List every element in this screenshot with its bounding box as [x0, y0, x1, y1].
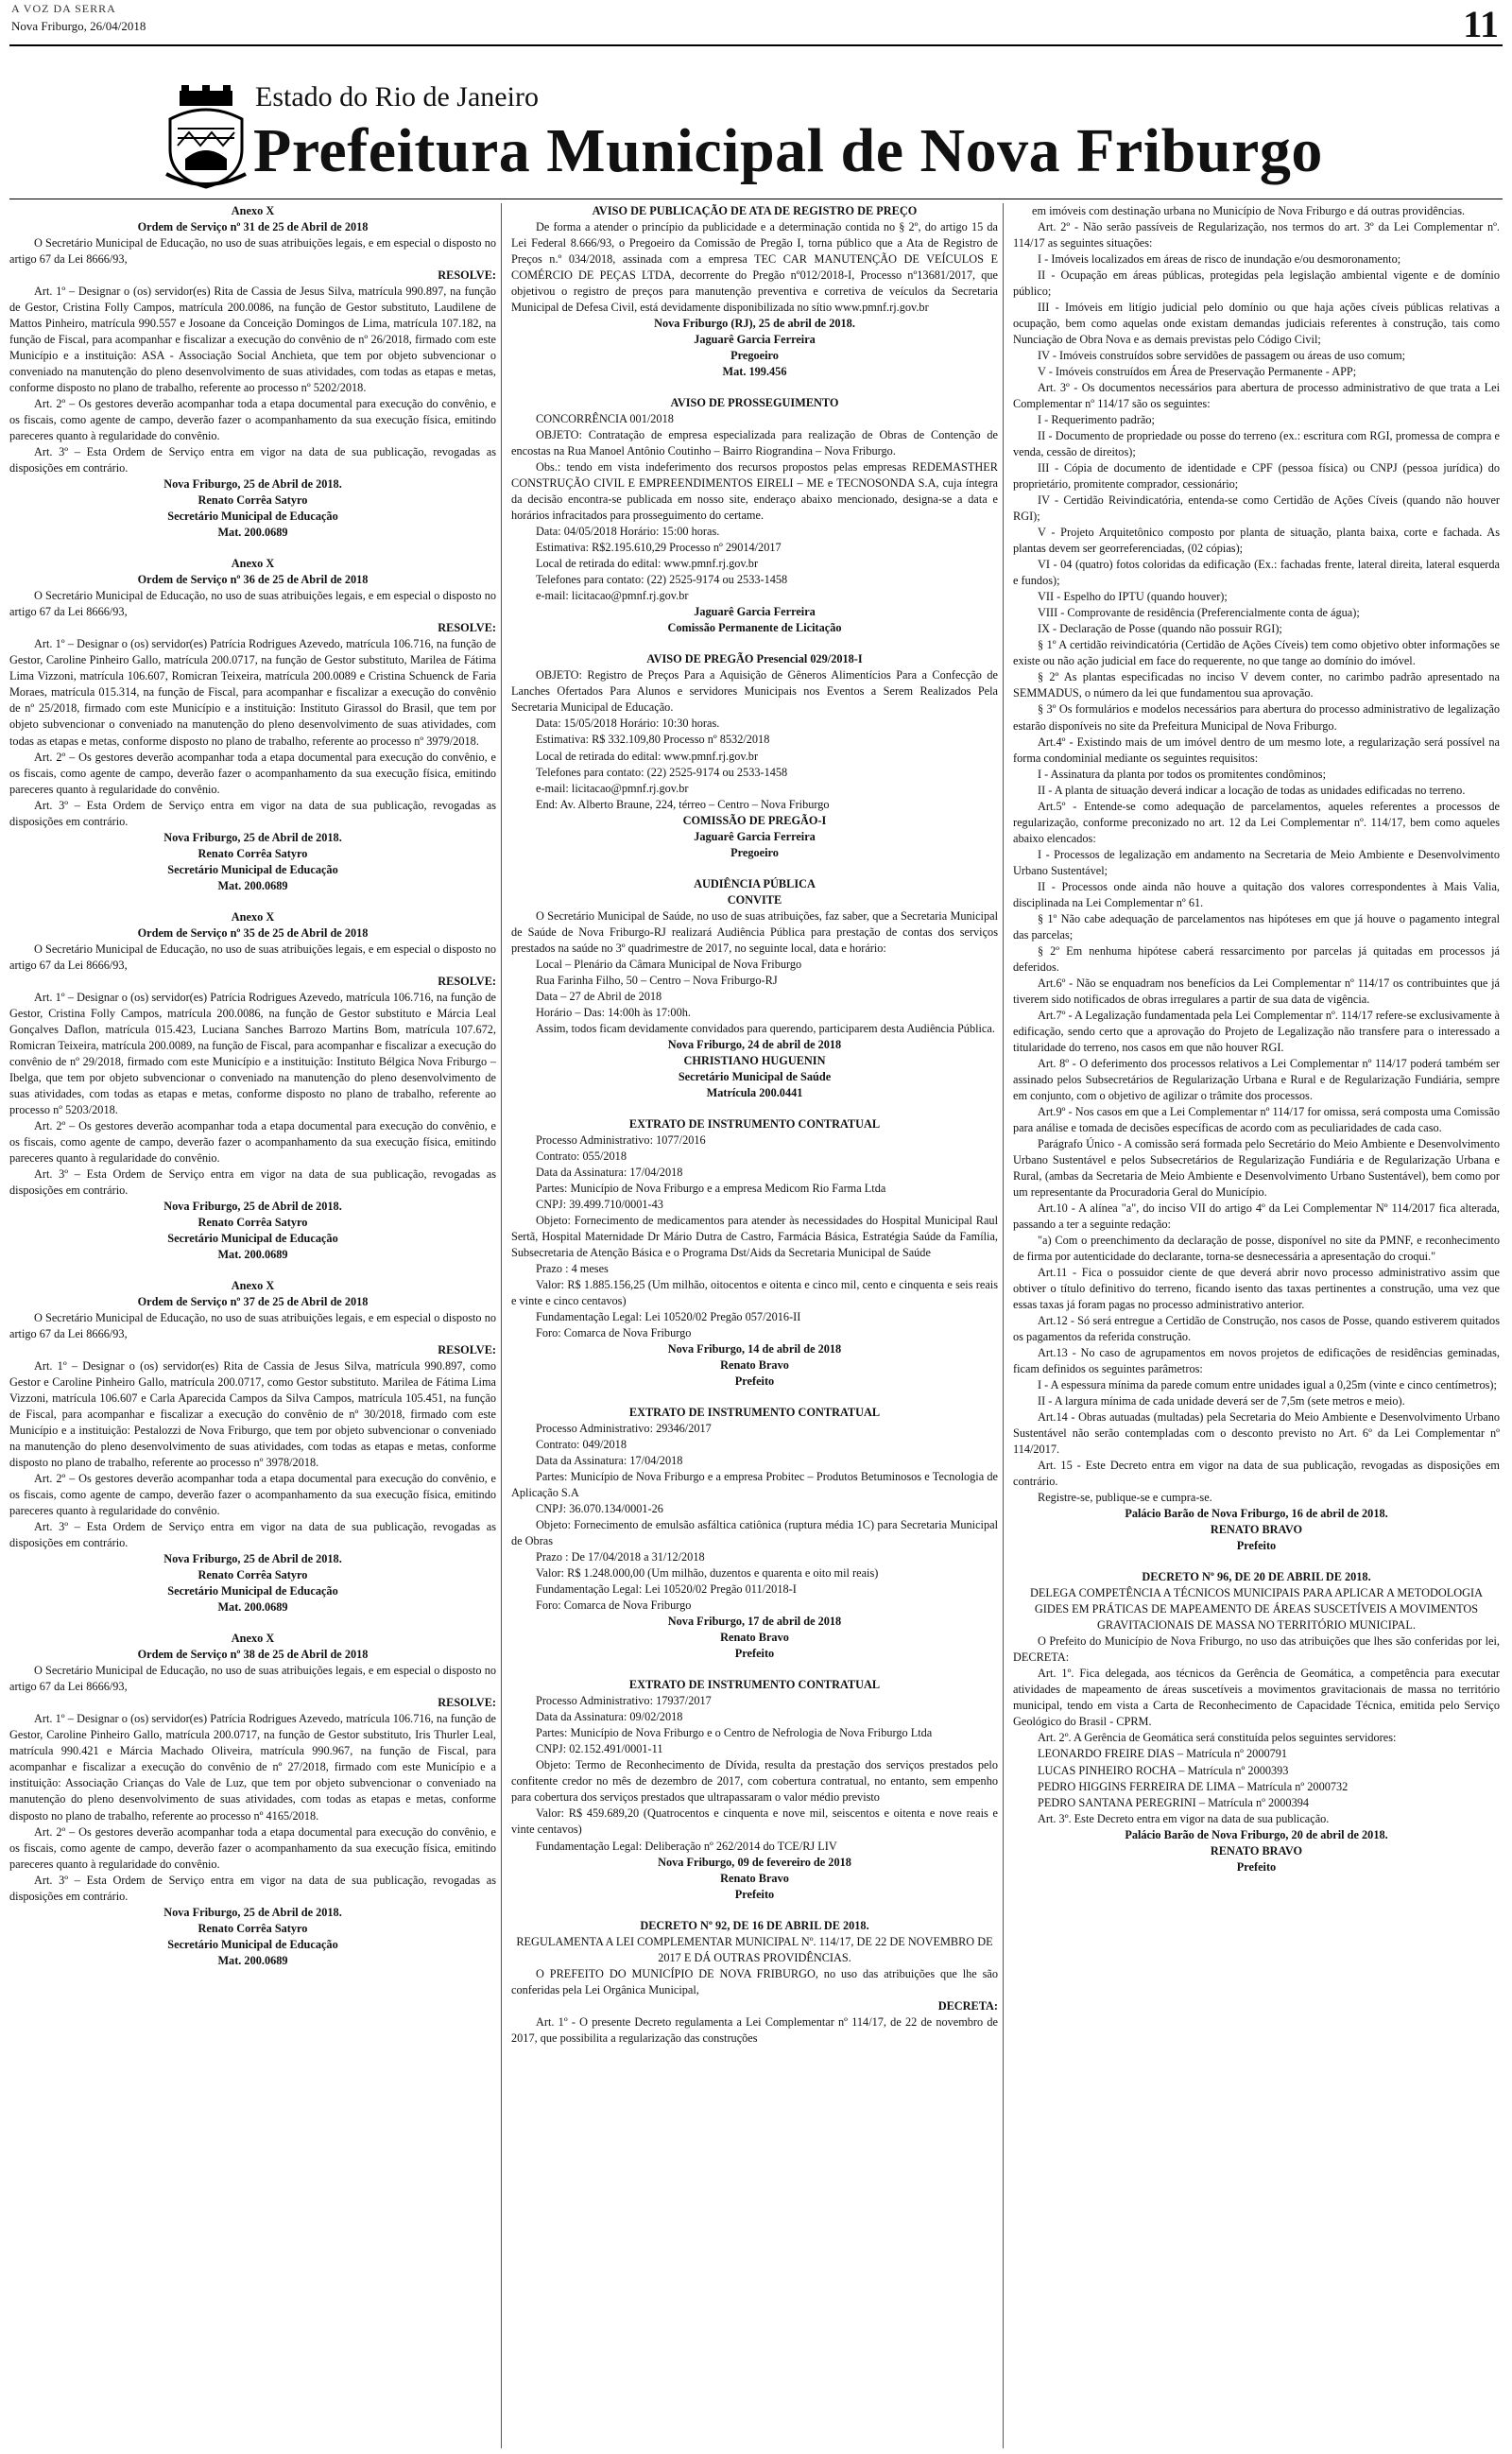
heading-line: Renato Bravo — [720, 1631, 789, 1645]
heading-line: DECRETO Nº 96, DE 20 DE ABRIL DE 2018. — [1142, 1570, 1371, 1584]
heading-line: Jaguarê Garcia Ferreira — [694, 605, 816, 619]
newspaper-top-bar — [9, 0, 1503, 47]
paragraph: VI - 04 (quatro) fotos coloridas da edificação (Ex.: fachadas frente, lateral direita, lateral esquerda e fundos); — [1013, 558, 1500, 588]
paragraph: Telefones para contato: (22) 2525-9174 ou 2533-1458 — [536, 573, 788, 587]
paragraph: Art. 8º - O deferimento dos processos relativos a Lei Complementar nº 114/17 poderá também ser assinado pelos Subsecretários de Regularização Urbana e Rural e de Regularização Fundiária, sempre em conjunto, com o objetivo de agilizar o trâmite dos processos. — [1013, 1056, 1500, 1102]
paragraph: II - A largura mínima de cada unidade deverá ser de 7,5m (sete metros e meio). — [1038, 1394, 1405, 1408]
paragraph: § 2º As plantas especificadas no inciso V devem conter, no carimbo padrão apresentado na SEMMADUS, o número da lei que fundamentou sua aprovação. — [1013, 670, 1500, 700]
paragraph: Art. 3º – Esta Ordem de Serviço entra em vigor na data de sua publicação, revogadas as disposições em contrário. — [9, 445, 496, 475]
heading-line: Nova Friburgo, 25 de Abril de 2018. — [163, 1552, 342, 1566]
heading-line: Nova Friburgo, 09 de fevereiro de 2018 — [658, 1855, 851, 1869]
paragraph: Partes: Município de Nova Friburgo e o Centro de Nefrologia de Nova Friburgo Ltda — [536, 1726, 933, 1740]
page-number: 11 — [1463, 3, 1499, 45]
paragraph: Art. 1º – Designar o (os) servidor(es) Rita de Cassia de Jesus Silva, matrícula 990.897, na função de Gestor, Cristina Folly Campos, matrícula 200.0086, na função de Gestor substituto, Laudilene de Mattos Pinheiro, matrícula 990.557 e Josoane da Conceição Domingos de Lima, matrícula 107.182, na função de Fiscal, para acompanhar e fiscalizar a execução do convênio de nº 26/2018, firmado com este Município e a instituição: ASA - Associação Social Anchieta, que tem por objeto subvencionar o conveniado na manutenção do pleno desenvolvimento de suas atividades, com todas as etapas e metas, conforme disposto no plano de trabalho, referente ao processo nº 5202/2018. — [9, 285, 496, 395]
paragraph: Estimativa: R$2.195.610,29 Processo nº 29014/2017 — [536, 541, 782, 555]
heading-line: Ordem de Serviço nº 38 de 25 de Abril de 2018 — [137, 1648, 369, 1662]
prefeitura-title: Prefeitura Municipal de Nova Friburgo — [253, 116, 1323, 185]
paragraph: Art.6º - Não se enquadram nos benefícios da Lei Complementar nº 114/17 os contribuintes que já tiverem sido notificados de obras irregulares a partir de sua data de vigência. — [1013, 976, 1500, 1006]
heading-line: Secretário Municipal de Educação — [167, 862, 338, 876]
heading-line: Renato Bravo — [720, 1871, 789, 1885]
heading-line: Nova Friburgo, 25 de Abril de 2018. — [163, 1905, 342, 1919]
paragraph: Partes: Município de Nova Friburgo e a empresa Medicom Rio Farma Ltda — [536, 1181, 886, 1195]
paragraph: Art.12 - Só será entregue a Certidão de Construção, nos casos de Posse, quando estiverem quitados os pagamentos da referida construção. — [1013, 1314, 1500, 1344]
paragraph: Objeto: Fornecimento de emulsão asfáltica catiônica (ruptura média 1C) para Secretaria Municipal de Obras — [511, 1518, 998, 1548]
paragraph: Obs.: tendo em vista indeferimento dos recursos propostos pelas empresas REDEMASTHER CONSTRUÇÃO CIVIL E EMPREENDIMENTOS EIRELI – ME e TECNOSONDA S.A, cuja íntegra da decisão encontra-se publicada em nosso site, enderaço abaixo mencionado, designa-se a data e horários infracitados para prosseguimento do certame. — [511, 460, 998, 523]
heading-line: Nova Friburgo, 25 de Abril de 2018. — [163, 477, 342, 492]
paragraph: II - A planta de situação deverá indicar a locação de todas as unidades edificadas no terreno. — [1038, 783, 1466, 797]
subheading-line: REGULAMENTA A LEI COMPLEMENTAR MUNICIPAL Nº. 114/17, DE 22 DE NOVEMBRO DE 2017 E DÁ OUTRAS PROVIDÊNCIAS. — [516, 1934, 993, 1964]
paragraph: Data: 04/05/2018 Horário: 15:00 horas. — [536, 525, 720, 539]
paragraph: V - Projeto Arquitetônico composto por planta de situação, planta baixa, corte e fachada. As plantas devem ser georreferenciadas, (02 cópias); — [1013, 526, 1500, 556]
paragraph: De forma a atender o princípio da publicidade e a determinação contida no § 2º, do artigo 15 da Lei Federal 8.666/93, o Pregoeiro da Comissão de Pregão I, torna público que a Ata de Registro de Preços n.º 034/2018, assinada com a empresa TEC CAR MANUTENÇÃO DE VEÍCULOS E COMÉRCIO DE PEÇAS LTDA, decorrente do Pregão nº012/2018-I, Processo nº13681/2017, que objetivou o registro de preços para manutenção preventiva e corretiva de veículos da Secretaria Municipal de Defesa Civil, está devidamente disponibilizada no sítio www.pmnf.rj.gov.br — [511, 220, 998, 315]
heading-line: Secretário Municipal de Educação — [167, 1231, 338, 1245]
heading-line: AVISO DE PREGÃO Presencial 029/2018-I — [646, 652, 863, 666]
paragraph: Art. 3º – Esta Ordem de Serviço entra em vigor na data de sua publicação, revogadas as disposições em contrário. — [9, 798, 496, 828]
heading-line: Pregoeiro — [730, 845, 779, 859]
paragraph: "a) Com o preenchimento da declaração de posse, disponível no site da PMNF, e reconhecimento de firma por autenticidade do declarante, torna-se desnecessária a apresentação do croqui." — [1013, 1234, 1500, 1264]
resolve-line: RESOLVE: — [438, 974, 496, 988]
paragraph: e-mail: licitacao@pmnf.rj.gov.br — [536, 589, 689, 603]
heading-line: Prefeito — [734, 1647, 775, 1661]
column-divider — [501, 203, 502, 2448]
paragraph: Valor: R$ 1.248.000,00 (Um milhão, duzentos e quarenta e oito mil reais) — [536, 1566, 879, 1581]
resolve-line: DECRETA: — [937, 1998, 998, 2013]
heading-line: Pregoeiro — [730, 349, 779, 363]
paragraph: Art.13 - No caso de agrupamentos em novos projetos de edificações de residências geminadas, ficam definidos os seguintes parâmetros: — [1013, 1346, 1500, 1376]
heading-line: Renato Corrêa Satyro — [198, 1921, 308, 1935]
paragraph: III - Cópia de documento de identidade e CPF (pessoa física) ou CNPJ (pessoa jurídica) do proprietário, promitente comprador, cessionário; — [1013, 461, 1500, 492]
paragraph: Art. 1º – Designar o (os) servidor(es) Patrícia Rodrigues Azevedo, matrícula 106.716, na função de Gestor, Cristina Folly Campos, matrícula 200.0086, na função de Gestor substituto e Márcia Leal Gonçalves Daflon, matrícula 015.423, Luciana Sanches Barrozo Martins Bom, matrícula 107.672, Romicran Teixeira, matrícula 200.0089, na função de Fiscal, para acompanhar e fiscalizar a execução do convênio de nº 29/2018, firmado com este Município e a instituição: Instituto Bélgica Nova Friburgo – Ibelga, que tem por objeto subvencionar o conveniado na manutenção do pleno desenvolvimento de suas atividades, com todas as etapas e metas, conforme disposto no plano de trabalho, referente ao processo nº 5203/2018. — [9, 990, 496, 1116]
notice-block — [9, 556, 496, 893]
paragraph: Art. 2º - Não serão passíveis de Regularização, nos termos do art. 3º da Lei Complementar nº. 114/17 as seguintes situações: — [1013, 220, 1500, 251]
heading-line: Anexo X — [231, 1632, 275, 1646]
column-2 — [511, 203, 998, 2448]
paragraph: Partes: Município de Nova Friburgo e a empresa Probitec – Produtos Betuminosos e Tecnologia de Aplicação S.A — [511, 1470, 998, 1500]
column-3 — [1013, 203, 1500, 2448]
paragraph: IV - Certidão Reivindicatória, entenda-se como Certidão de Ações Cíveis (quando não houver RGI); — [1013, 493, 1500, 524]
paragraph: PEDRO HIGGINS FERREIRA DE LIMA – Matrícula nº 2000732 — [1038, 1779, 1349, 1793]
paragraph: CNPJ: 02.152.491/0001-11 — [536, 1742, 663, 1756]
paragraph: II - Documento de propriedade ou posse do terreno (ex.: escritura com RGI, promessa de compra e venda, cessão de direitos); — [1013, 429, 1500, 459]
heading-line: Secretário Municipal de Educação — [167, 510, 338, 524]
newspaper-name: A VOZ DA SERRA — [11, 2, 116, 15]
paragraph: Estimativa: R$ 332.109,80 Processo nº 8532/2018 — [536, 733, 770, 747]
heading-line: Renato Corrêa Satyro — [198, 846, 308, 860]
heading-line: Matrícula 200.0441 — [706, 1085, 803, 1099]
heading-line: Secretário Municipal de Educação — [167, 1937, 338, 1951]
notice-block — [511, 876, 998, 1101]
paragraph: § 1º Não cabe adequação de parcelamentos nas hipóteses em que já houve o pagamento integral das parcelas; — [1013, 911, 1500, 942]
heading-line: Ordem de Serviço nº 31 de 25 de Abril de 2018 — [137, 220, 369, 234]
paragraph: Telefones para contato: (22) 2525-9174 ou 2533-1458 — [536, 765, 788, 779]
heading-line: Nova Friburgo, 24 de abril de 2018 — [667, 1037, 842, 1051]
paragraph: O Secretário Municipal de Educação, no uso de suas atribuições legais, e em especial o disposto no artigo 67 da Lei 8666/93, — [9, 942, 496, 972]
paragraph: Art. 2º – Os gestores deverão acompanhar toda a etapa documental para execução do convênio, e os fiscais, como agente de campo, deverão fazer o acompanhamento da sua execução física, emitindo pareceres quanto à regularidade do convênio. — [9, 1824, 496, 1871]
resolve-line: RESOLVE: — [438, 1343, 496, 1357]
paragraph: O Secretário Municipal de Educação, no uso de suas atribuições legais, e em especial o disposto no artigo 67 da Lei 8666/93, — [9, 236, 496, 267]
paragraph: Local de retirada do edital: www.pmnf.rj.gov.br — [536, 749, 759, 763]
notice-block — [511, 203, 998, 380]
paragraph: Local de retirada do edital: www.pmnf.rj.gov.br — [536, 557, 759, 571]
notice-block — [511, 395, 998, 636]
paragraph: IX - Declaração de Posse (quando não possuir RGI); — [1038, 622, 1282, 636]
paragraph: O Secretário Municipal de Educação, no uso de suas atribuições legais, e em especial o disposto no artigo 67 da Lei 8666/93, — [9, 589, 496, 619]
resolve-line: RESOLVE: — [438, 268, 496, 283]
notice-block — [9, 1631, 496, 1968]
paragraph: Art.4º - Existindo mais de um imóvel dentro de um mesmo lote, a regularização será possível na forma condominial mediante os seguintes requisitos: — [1013, 734, 1500, 765]
notice-block — [511, 1677, 998, 1902]
notice-block — [1013, 203, 1500, 1554]
paragraph: O Secretário Municipal de Saúde, no uso de suas atribuições, faz saber, que a Secretaria Municipal de Saúde de Nova Friburgo-RJ realizará Audiência Pública para prestação de contas dos serviços prestados na saúde no 3º quadrimestre de 2017, no seguinte local, data e horário: — [511, 908, 998, 955]
heading-line: Renato Corrêa Satyro — [198, 1568, 308, 1582]
heading-line: Mat. 199.456 — [722, 365, 787, 379]
paragraph: Art. 3º – Esta Ordem de Serviço entra em vigor na data de sua publicação, revogadas as disposições em contrário. — [9, 1167, 496, 1197]
paragraph: I - A espessura mínima da parede comum entre unidades igual a 0,25m (vinte e cinco centímetros); — [1038, 1378, 1497, 1392]
paragraph: Art. 2º. A Gerência de Geomática será constituída pelos seguintes servidores: — [1038, 1731, 1397, 1745]
notice-block — [511, 1405, 998, 1662]
paragraph: End: Av. Alberto Braune, 224, térreo – Centro – Nova Friburgo — [536, 797, 830, 811]
paragraph: LUCAS PINHEIRO ROCHA – Matrícula nº 2000393 — [1038, 1763, 1289, 1777]
paragraph: Valor: R$ 459.689,20 (Quatrocentos e cinquenta e nove mil, seiscentos e oitenta e nove reais e vinte centavos) — [511, 1806, 998, 1837]
paragraph: II - Ocupação em áreas públicas, protegidas pela legislação ambiental vigente e de domínio público; — [1013, 268, 1500, 299]
subheading-line: DELEGA COMPETÊNCIA A TÉCNICOS MUNICIPAIS PARA APLICAR A METODOLOGIA GIDES EM PRÁTICAS DE MAPEAMENTO DE ÁREAS SUSCETÍVEIS A MOVIMENTOS GRAVITACIONAIS DE MASSA NO TERRITÓRIO MUNICIPAL. — [1030, 1586, 1483, 1633]
heading-line: Nova Friburgo, 25 de Abril de 2018. — [163, 830, 342, 844]
paragraph: PEDRO SANTANA PEREGRINI – Matrícula nº 2000394 — [1038, 1795, 1310, 1809]
paragraph: Art.9º - Nos casos em que a Lei Complementar nº 114/17 for omissa, será composta uma Comissão para análise e tomada de decisões específicas de acordo com as peculiaridades de cada caso. — [1013, 1104, 1500, 1134]
heading-line: Nova Friburgo (RJ), 25 de abril de 2018. — [654, 317, 855, 331]
paragraph: Foro: Comarca de Nova Friburgo — [536, 1599, 692, 1613]
paragraph: Fundamentação Legal: Deliberação nº 262/2014 do TCE/RJ LIV — [536, 1839, 837, 1853]
paragraph: e-mail: licitacao@pmnf.rj.gov.br — [536, 781, 689, 795]
paragraph: Art. 1º – Designar o (os) servidor(es) Rita de Cassia de Jesus Silva, matrícula 990.897, como Gestor e Caroline Pinheiro Gallo, matrícula 200.0717, como Gestor substituto. Marilea de Fátima Lima Vizzoni, matrícula 106.607 e Carla Aparecida Campos da Silva Campos, matrícula 105.451, na função de Fiscal, para acompanhar e fiscalizar a execução do convênio de nº 30/2018, firmado com este Município e a instituição: Pestalozzi de Nova Friburgo, que tem por objeto subvencionar o conveniado na manutenção do pleno desenvolvimento de suas atividades, com todas as etapas e metas, conforme disposto no plano de trabalho, referente ao processo nº 3978/2018. — [9, 1359, 496, 1470]
paragraph: Art. 3º – Esta Ordem de Serviço entra em vigor na data de sua publicação, revogadas as disposições em contrário. — [9, 1873, 496, 1903]
paragraph: I - Processos de legalização em andamento na Secretaria de Meio Ambiente e Desenvolvimento Urbano Sustentável; — [1013, 847, 1500, 877]
paragraph: Objeto: Fornecimento de medicamentos para atender às necessidades do Hospital Municipal Raul Sertã, Hospital Maternidade Dr Mário Dutra de Castro, Farmácia Básica, Estratégia Saúde da Família, Subsecretaria de Atenção Básica e o Programa Dst/Aids da Secretaria Municipal de Saúde — [511, 1213, 998, 1259]
paragraph: Data da Assinatura: 17/04/2018 — [536, 1454, 683, 1468]
heading-line: Prefeito — [734, 1887, 775, 1901]
heading-line: Secretário Municipal de Educação — [167, 1584, 338, 1599]
heading-line: Mat. 200.0689 — [217, 1247, 288, 1261]
paragraph: CNPJ: 36.070.134/0001-26 — [536, 1502, 663, 1516]
heading-line: Mat. 200.0689 — [217, 1953, 288, 1967]
heading-line: EXTRATO DE INSTRUMENTO CONTRATUAL — [628, 1116, 881, 1131]
heading-line: Anexo X — [231, 204, 275, 217]
notice-block — [9, 1278, 496, 1616]
top-rule — [9, 44, 1503, 46]
paragraph: CONCORRÊNCIA 001/2018 — [536, 412, 674, 426]
heading-line: Renato Bravo — [720, 1358, 789, 1373]
heading-line: Palácio Barão de Nova Friburgo, 20 de abril de 2018. — [1125, 1827, 1388, 1841]
edition-date: Nova Friburgo, 26/04/2018 — [11, 19, 146, 33]
paragraph: em imóveis com destinação urbana no Município de Nova Friburgo e dá outras providências. — [1032, 204, 1466, 217]
heading-line: Comissão Permanente de Licitação — [667, 621, 842, 635]
paragraph: Art.10 - A alínea "a", do inciso VII do artigo 4º da Lei Complementar Nº 114/2017 fica alterada, passando a ter a seguinte redação: — [1013, 1201, 1500, 1231]
heading-line: Renato Corrêa Satyro — [198, 1215, 308, 1229]
paragraph: Prazo : De 17/04/2018 a 31/12/2018 — [536, 1550, 705, 1564]
paragraph: III - Imóveis em litígio judicial pelo domínio ou que haja ações cíveis públicas relativas a ocupação, bem como aquelas onde existam demandas judiciais referentes à construção, tais como Nunciação de Obra Nova e as demais previstas pelo Código Civil; — [1013, 301, 1500, 347]
paragraph: I - Assinatura da planta por todos os promitentes condôminos; — [1038, 767, 1326, 781]
notice-block — [511, 1116, 998, 1390]
paragraph: Contrato: 049/2018 — [536, 1438, 627, 1452]
paragraph: Contrato: 055/2018 — [536, 1149, 627, 1163]
paragraph: Art.11 - Fica o possuidor ciente de que deverá abrir novo processo administrativo assim que obtiver o título definitivo do terreno, ficando isento das taxas pertinentes a construção, uma vez que essas taxas já foram pagas no processo administrativo anterior. — [1013, 1266, 1500, 1312]
heading-line: Ordem de Serviço nº 36 de 25 de Abril de 2018 — [137, 573, 369, 587]
paragraph: VII - Espelho do IPTU (quando houver); — [1038, 590, 1228, 604]
heading-line: Prefeito — [734, 1374, 775, 1389]
paragraph: O PREFEITO DO MUNICÍPIO DE NOVA FRIBURGO, no uso das atribuições que lhe são conferidas pela Lei Orgânica Municipal, — [511, 1966, 998, 1996]
heading-line: AVISO DE PROSSEGUIMENTO — [670, 396, 839, 410]
paragraph: Processo Administrativo: 29346/2017 — [536, 1422, 712, 1436]
paragraph: Data – 27 de Abril de 2018 — [536, 989, 662, 1003]
heading-line: Renato Corrêa Satyro — [198, 493, 308, 508]
paragraph: Art. 1º – Designar o (os) servidor(es) Patrícia Rodrigues Azevedo, matrícula 106.716, na função de Gestor, Caroline Pinheiro Gallo, matrícula 200.0717, na função de Gestor substituto, Iris Thurler Leal, matrícula 990.421 e Márcia Machado Oliveira, matrícula 990.967, na função de Fiscal, para acompanhar e fiscalizar a execução do convênio de nº 27/2018, firmado com este Município e a instituição: Associação Crianças do Vale de Luz, que tem por objeto subvencionar o conveniado na manutenção do pleno desenvolvimento de suas atividades, com todas as etapas e metas, conforme disposto no plano de trabalho, referente ao processo nº 4165/2018. — [9, 1712, 496, 1823]
paragraph: Art.5º - Entende-se como adequação de parcelamentos, aqueles referentes a processos de regularização, conforme preconizado no art. 12 da Lei Complementar nº. 114/17, bem como aqueles abaixo elencados: — [1013, 799, 1500, 845]
paragraph: § 2º Em nenhuma hipótese caberá ressarcimento por parcelas já quitadas em processos já deferidos. — [1013, 943, 1500, 974]
paragraph: Art. 15 - Este Decreto entra em vigor na data de sua publicação, revogadas as disposições em contrário. — [1013, 1459, 1500, 1489]
paragraph: I - Imóveis localizados em áreas de risco de inundação e/ou desmoronamento; — [1038, 252, 1401, 267]
heading-line: CONVITE — [727, 892, 782, 907]
heading-line: Secretário Municipal de Saúde — [678, 1069, 832, 1083]
state-title: Estado do Rio de Janeiro — [255, 81, 539, 112]
paragraph: Data da Assinatura: 09/02/2018 — [536, 1710, 683, 1724]
municipal-crest-icon — [159, 83, 253, 192]
paragraph: Art. 3º - Os documentos necessários para abertura de processo administrativo de que trata a Lei Complementar nº 114/17 são os seguintes: — [1013, 381, 1500, 411]
heading-line: Anexo X — [231, 909, 275, 924]
paragraph: Valor: R$ 1.885.156,25 (Um milhão, oitocentos e oitenta e cinco mil, cento e cinquenta e seis reais e vinte e cinco centavos) — [511, 1277, 998, 1307]
paragraph: § 3º Os formulários e modelos necessários para abertura do processo administrativo de legalização estarão disponíveis no site da Prefeitura Municipal de Nova Friburgo. — [1013, 702, 1500, 733]
paragraph: Assim, todos ficam devidamente convidados para querendo, participarem desta Audiência Pública. — [536, 1021, 995, 1035]
column-1 — [9, 203, 496, 2448]
paragraph: O Secretário Municipal de Educação, no uso de suas atribuições legais, e em especial o disposto no artigo 67 da Lei 8666/93, — [9, 1311, 496, 1341]
paragraph: Processo Administrativo: 1077/2016 — [536, 1132, 706, 1147]
heading-line: EXTRATO DE INSTRUMENTO CONTRATUAL — [628, 1678, 881, 1692]
paragraph: Art. 3º – Esta Ordem de Serviço entra em vigor na data de sua publicação, revogadas as disposições em contrário. — [9, 1520, 496, 1550]
heading-line: Jaguarê Garcia Ferreira — [694, 829, 816, 843]
paragraph: Local – Plenário da Câmara Municipal de Nova Friburgo — [536, 957, 802, 971]
paragraph: Prazo : 4 meses — [536, 1261, 609, 1275]
paragraph: Registre-se, publique-se e cumpra-se. — [1038, 1491, 1212, 1505]
heading-line: Ordem de Serviço nº 37 de 25 de Abril de 2018 — [137, 1295, 369, 1309]
notice-block — [511, 651, 998, 860]
heading-line: Mat. 200.0689 — [217, 878, 288, 892]
heading-line: EXTRATO DE INSTRUMENTO CONTRATUAL — [628, 1406, 881, 1420]
paragraph: Data: 15/05/2018 Horário: 10:30 horas. — [536, 717, 720, 731]
notice-block — [9, 203, 496, 541]
paragraph: OBJETO: Registro de Preços Para a Aquisição de Gêneros Alimentícios Para a Confecção de Lanches Ofertados Para Alunos e servidores Municipais nos Eventos a Serem Realizados Pela Secretaria Municipal de Educação. — [511, 668, 998, 715]
column-divider — [1003, 203, 1004, 2448]
paragraph: V - Imóveis construídos em Área de Preservação Permanente - APP; — [1038, 365, 1357, 379]
paragraph: Art. 2º – Os gestores deverão acompanhar toda a etapa documental para execução do convênio, e os fiscais, como agente de campo, deverão fazer o acompanhamento da sua execução física, emitindo pareceres quanto à regularidade do convênio. — [9, 397, 496, 443]
paragraph: LEONARDO FREIRE DIAS – Matrícula nº 2000791 — [1038, 1747, 1288, 1761]
paragraph: CNPJ: 39.499.710/0001-43 — [536, 1197, 663, 1211]
paragraph: § 1º A certidão reivindicatória (Certidão de Ações Cíveis) tem como objetivo obter informações se existe ou não ação judicial em face do requerente, no que tange ao domínio do imóvel. — [1013, 638, 1500, 668]
paragraph: Art.14 - Obras autuadas (multadas) pela Secretaria do Meio Ambiente e Desenvolvimento Urbano Sustentável não serão contempladas com o desconto previsto no Art. 6º da Lei Complementar nº 114/2017. — [1013, 1410, 1500, 1457]
resolve-line: RESOLVE: — [438, 1696, 496, 1710]
paragraph: Art. 2º – Os gestores deverão acompanhar toda a etapa documental para execução do convênio, e os fiscais, como agente de campo, deverão fazer o acompanhamento da sua execução física, emitindo pareceres quanto à regularidade do convênio. — [9, 750, 496, 796]
heading-line: Anexo X — [231, 1279, 275, 1292]
paragraph: Art. 1º - O presente Decreto regulamenta a Lei Complementar nº 114/17, de 22 de novembro de 2017, que possibilita a regularização das construções — [511, 2014, 998, 2045]
heading-line: Nova Friburgo, 17 de abril de 2018 — [667, 1615, 842, 1629]
heading-line: Palácio Barão de Nova Friburgo, 16 de abril de 2018. — [1125, 1507, 1388, 1521]
notice-block — [1013, 1569, 1500, 1875]
notice-block — [9, 909, 496, 1263]
paragraph: O Secretário Municipal de Educação, no uso de suas atribuições legais, e em especial o disposto no artigo 67 da Lei 8666/93, — [9, 1664, 496, 1694]
heading-line: Nova Friburgo, 25 de Abril de 2018. — [163, 1199, 342, 1213]
heading-line: Anexo X — [231, 557, 275, 571]
paragraph: Art. 1º – Designar o (os) servidor(es) Patrícia Rodrigues Azevedo, matrícula 106.716, na função de Gestor, Caroline Pinheiro Gallo, matrícula 200.0717, na função de Gestor substituto, Marilea de Fátima Lima Vizzoni, matrícula 106.607, Romicran Teixeira, matrícula 200.0089 e Cristina Schuenck de Faria Moraes, matrícula 015.314, na função de Fiscal, para acompanhar e fiscalizar a execução do convênio de nº 25/2018, firmado com este Município e a instituição: Instituto Girassol do Brasil, que tem por objeto subvencionar o conveniado na manutenção do pleno desenvolvimento de suas atividades, com todas as etapas e metas, conforme disposto no plano de trabalho, referente ao processo nº 3979/2018. — [9, 637, 496, 748]
heading-line: Jaguarê Garcia Ferreira — [694, 333, 816, 347]
paragraph: OBJETO: Contratação de empresa especializada para realização de Obras de Contenção de encostas na Rua Manoel Antônio Coutinho – Bairro Riograndina – Nova Friburgo. — [511, 428, 998, 458]
heading-line: RENATO BRAVO — [1210, 1843, 1303, 1858]
heading-line: Nova Friburgo, 14 de abril de 2018 — [667, 1342, 842, 1357]
paragraph: Foro: Comarca de Nova Friburgo — [536, 1326, 692, 1340]
paragraph: Data da Assinatura: 17/04/2018 — [536, 1165, 683, 1179]
paragraph: Fundamentação Legal: Lei 10520/02 Pregão 057/2016-II — [536, 1310, 801, 1324]
paragraph: Objeto: Termo de Reconhecimento de Dívida, resulta da prestação dos serviços prestados pelo confitente credor no mês de dezembro de 2017, com cobertura contratual, no entanto, sem empenho para cobertura dos serviços prestados que ultrapassaram o valor médio previsto — [511, 1758, 998, 1805]
paragraph: I - Requerimento padrão; — [1038, 413, 1155, 427]
paragraph: Horário – Das: 14:00h às 17:00h. — [536, 1005, 691, 1019]
paragraph: IV - Imóveis construídos sobre servidões de passagem ou áreas de uso comum; — [1038, 349, 1406, 363]
heading-line: Mat. 200.0689 — [217, 526, 288, 540]
paragraph: Art. 2º – Os gestores deverão acompanhar toda a etapa documental para execução do convênio, e os fiscais, como agente de campo, deverão fazer o acompanhamento da sua execução física, emitindo pareceres quanto à regularidade do convênio. — [9, 1472, 496, 1518]
paragraph: Rua Farinha Filho, 50 – Centro – Nova Friburgo-RJ — [536, 973, 778, 987]
heading-line: Prefeito — [1236, 1859, 1277, 1874]
paragraph: O Prefeito do Município de Nova Friburgo, no uso das atribuições que lhes são conferidas por lei, DECRETA: — [1013, 1634, 1500, 1665]
paragraph: Parágrafo Único - A comissão será formada pelo Secretário do Meio Ambiente e Desenvolvimento Urbano Sustentável e pelos Subsecretários de Regularização Fundiária e de Regularização Urbana e Rural, (ambas da Secretaria de Meio Ambiente e Desenvolvimento Urbano Sustentável), bem como por um representante da Procuradoria Geral do Município. — [1013, 1136, 1500, 1199]
resolve-line: RESOLVE: — [438, 621, 496, 635]
paragraph: Art.7º - A Legalização fundamentada pela Lei Complementar nº. 114/17 refere-se exclusivamente à edificação, sendo certo que a aprovação do Projeto de Legalização não transfere para o interessado a titularidade do terreno, nos casos em que não houver RGI. — [1013, 1008, 1500, 1054]
notice-block — [511, 1918, 998, 2047]
heading-line: CHRISTIANO HUGUENIN — [683, 1053, 826, 1067]
paragraph: II - Processos onde ainda não houve a quitação dos valores correspondentes à Mais Valia, disciplinada na Lei Complementar nº 61. — [1013, 879, 1500, 909]
paragraph: VIII - Comprovante de residência (Preferencialmente conta de água); — [1038, 606, 1360, 620]
heading-line: Prefeito — [1236, 1539, 1277, 1553]
heading-line: AUDIÊNCIA PÚBLICA — [694, 876, 816, 890]
heading-line: COMISSÃO DE PREGÃO-I — [682, 813, 827, 827]
heading-line: Ordem de Serviço nº 35 de 25 de Abril de 2018 — [137, 925, 369, 940]
paragraph: Processo Administrativo: 17937/2017 — [536, 1694, 712, 1708]
paragraph: Art. 3º. Este Decreto entra em vigor na data de sua publicação. — [1038, 1811, 1330, 1825]
heading-line: DECRETO Nº 92, DE 16 DE ABRIL DE 2018. — [640, 1918, 869, 1932]
heading-line: RENATO BRAVO — [1210, 1523, 1303, 1537]
paragraph: Art. 2º – Os gestores deverão acompanhar toda a etapa documental para execução do convênio, e os fiscais, como agente de campo, deverão fazer o acompanhamento da sua execução física, emitindo pareceres quanto à regularidade do convênio. — [9, 1118, 496, 1165]
paragraph: Art. 1º. Fica delegada, aos técnicos da Gerência de Geomática, a competência para executar atividades de mapeamento de áreas suscetíveis a movimentos gravitacionais de massa no território municipal, tendo em vista a Carta de Reconhecimento de Capacidade Técnica, emitida pelo Serviço Geológico do Brasil - CPRM. — [1013, 1667, 1500, 1729]
heading-line: AVISO DE PUBLICAÇÃO DE ATA DE REGISTRO DE PREÇO — [592, 204, 918, 217]
paragraph: Fundamentação Legal: Lei 10520/02 Pregão 011/2018-I — [536, 1582, 797, 1597]
heading-line: Mat. 200.0689 — [217, 1600, 288, 1615]
